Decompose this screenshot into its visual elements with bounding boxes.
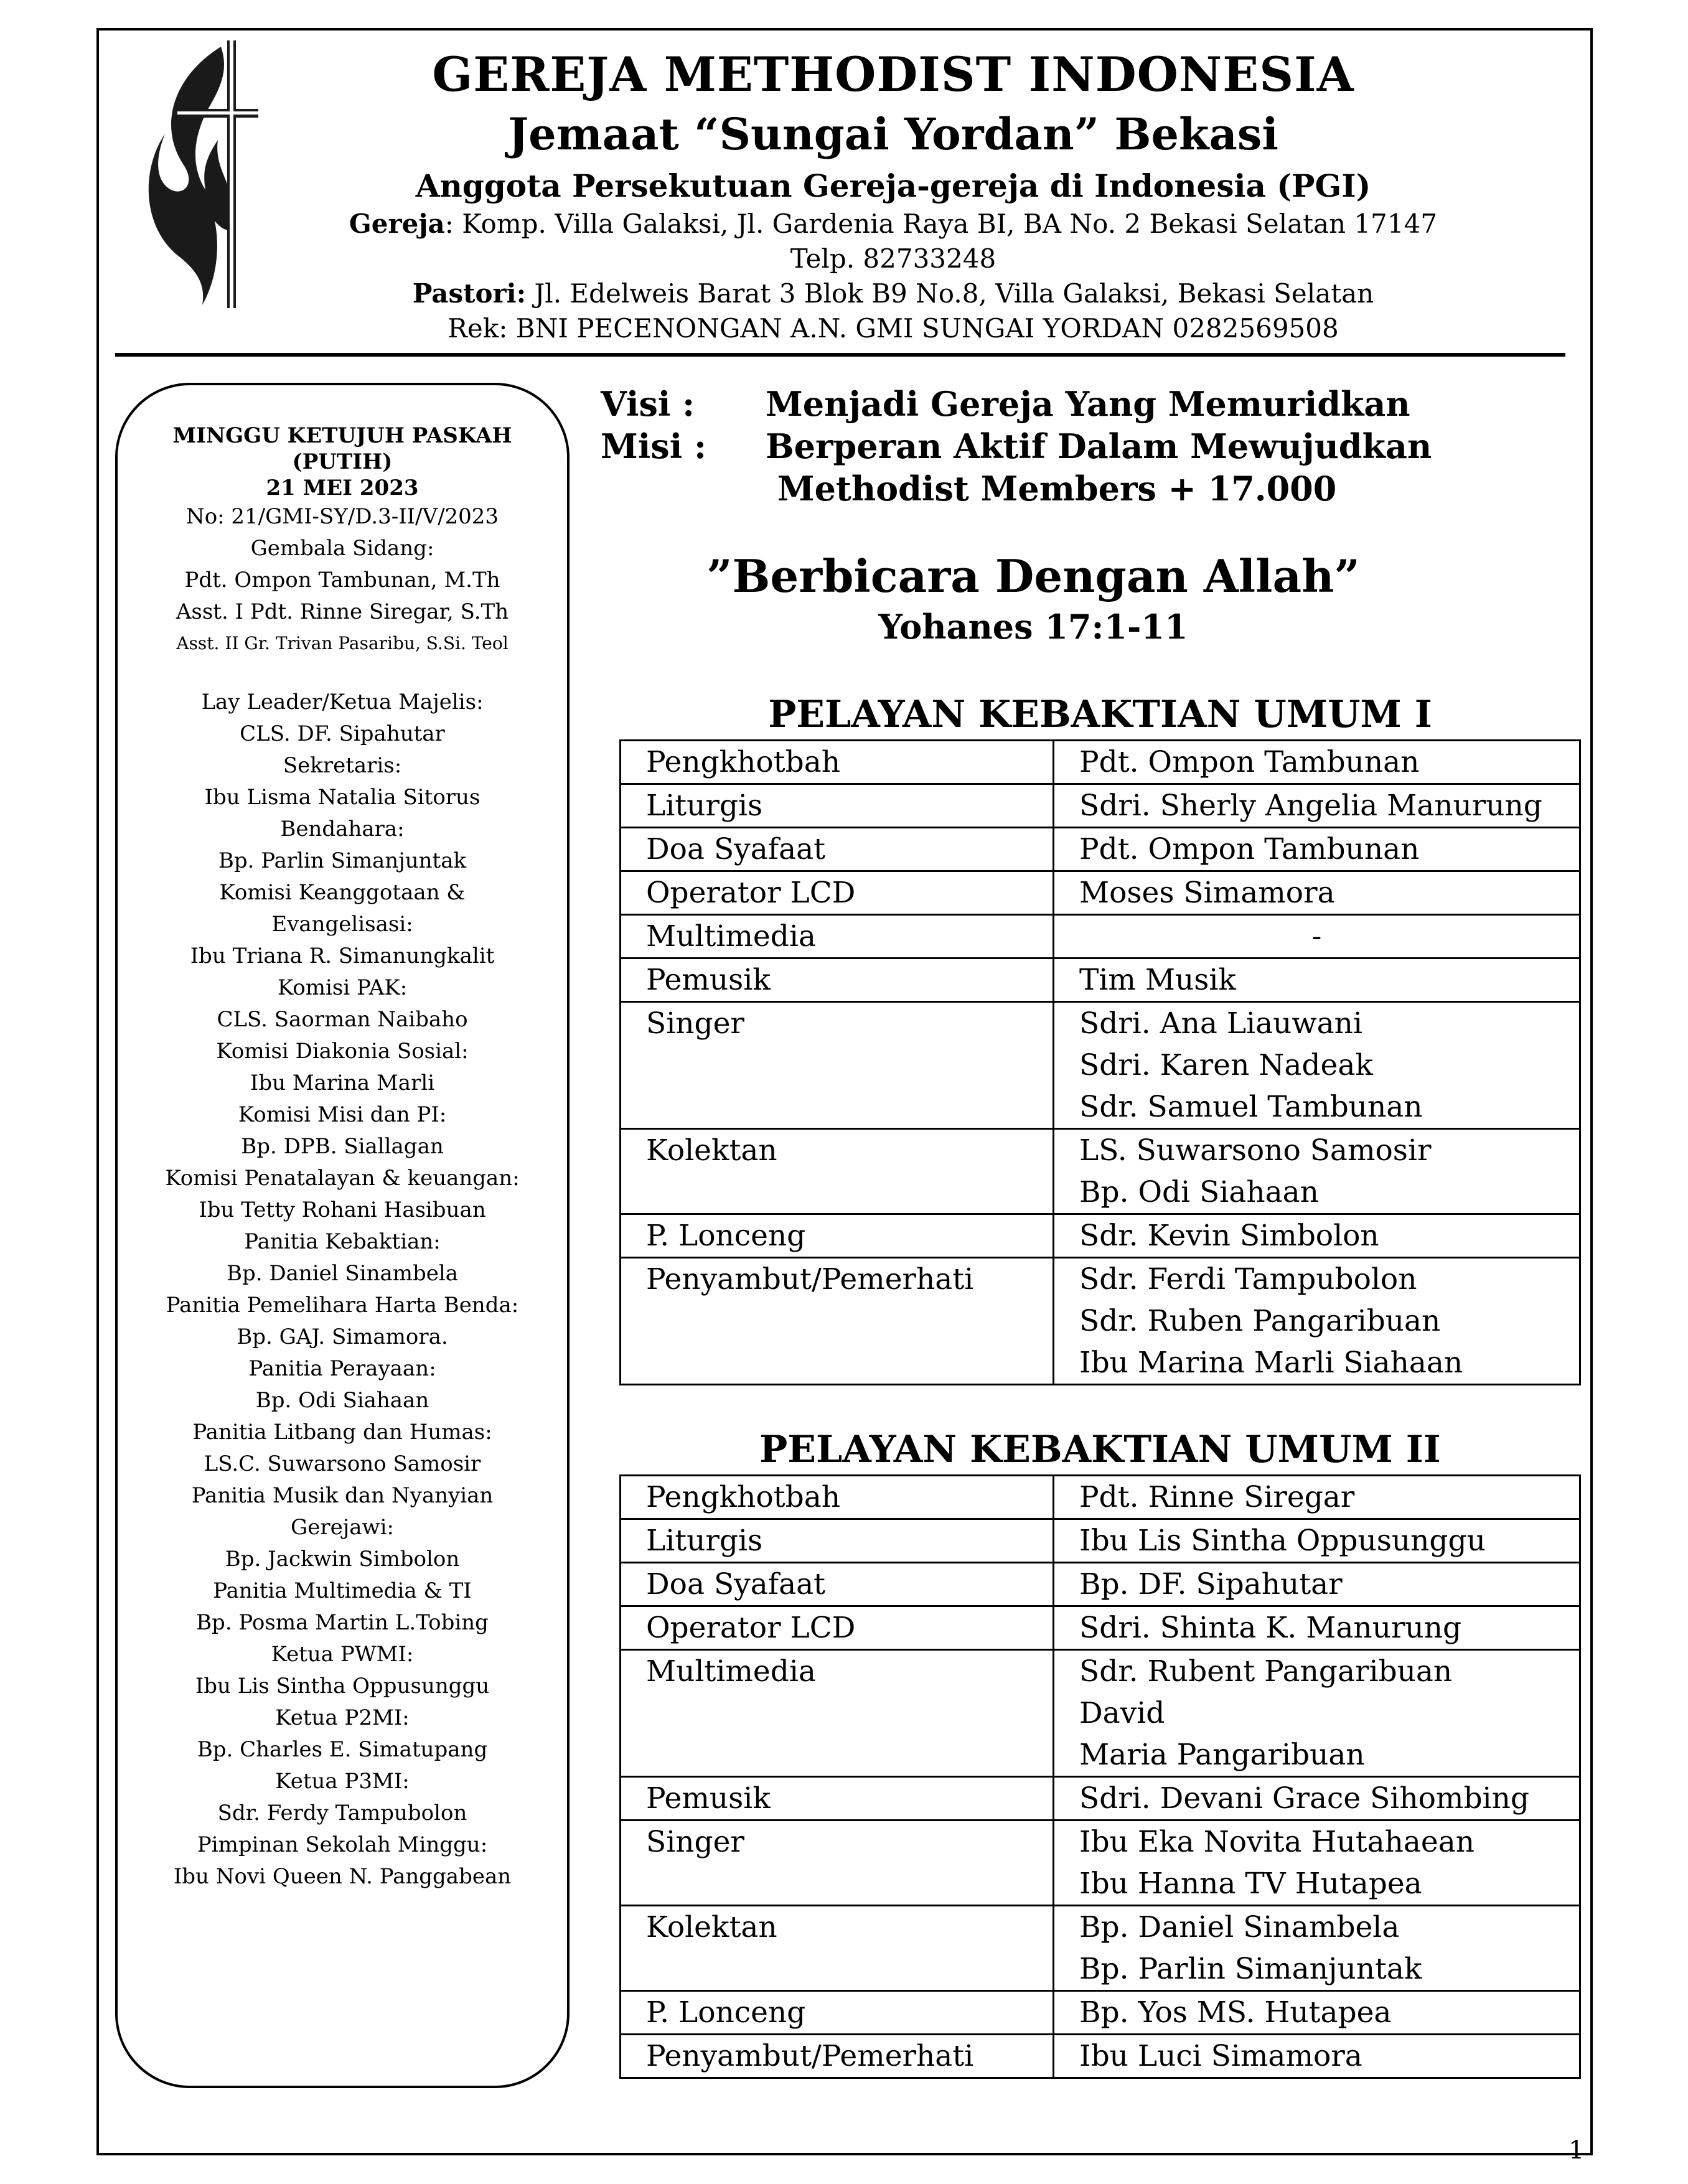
role-cell: P. Lonceng: [621, 1991, 1054, 2035]
people-cell: [1054, 1129, 1580, 1214]
misi-row-2: [601, 467, 1432, 510]
sidebar-officer-line: Komisi Keanggotaan &: [219, 880, 466, 905]
person-name: Bp. Yos MS. Hutapea: [1079, 1995, 1392, 2030]
sidebar-officer-line: Bp. Jackwin Simbolon: [225, 1547, 460, 1572]
page-number: 1: [1568, 2136, 1585, 2165]
person-name: Ibu Eka Novita Hutahaean: [1079, 1825, 1475, 1859]
role-cell: Kolektan: [621, 1906, 1054, 1991]
sidebar-officer-line: Bendahara:: [280, 817, 405, 841]
church-name: GEREJA METHODIST INDONESIA: [432, 47, 1354, 102]
sidebar-officer-line: Panitia Musik dan Nyanyian: [191, 1483, 494, 1508]
people-cell: [1054, 1991, 1580, 2035]
person-name: David: [1079, 1696, 1165, 1730]
sidebar-officer-line: Ibu Lis Sintha Oppusunggu: [195, 1674, 490, 1699]
person-name: Sdr. Kevin Simbolon: [1079, 1219, 1379, 1253]
sidebar-officer-line: Ibu Marina Marli: [250, 1071, 435, 1095]
table-row: [621, 1258, 1580, 1385]
sidebar-officer-line: Komisi Penatalayan & keuangan:: [165, 1166, 520, 1191]
sidebar-officer-line: Evangelisasi:: [271, 912, 413, 937]
sidebar-officer-line: Gerejawi:: [291, 1515, 394, 1540]
people-cell: [1054, 1258, 1580, 1385]
table-row: [621, 1129, 1580, 1214]
sidebar-officer-line: LS.C. Suwarsono Samosir: [204, 1451, 481, 1476]
role-cell: Doa Syafaat: [621, 1563, 1054, 1606]
letterhead: [261, 44, 1525, 346]
visi-label: Visi :: [601, 384, 695, 424]
person-name: Bp. Parlin Simanjuntak: [1079, 1952, 1422, 1986]
person-name: Moses Simamora: [1079, 876, 1335, 910]
person-name: Bp. Daniel Sinambela: [1079, 1910, 1400, 1944]
role-cell: Operator LCD: [621, 871, 1054, 915]
misi-indent: [601, 467, 766, 510]
sidebar-officer-line: Bp. Charles E. Simatupang: [197, 1737, 488, 1762]
sidebar-officer-line: Ibu Lisma Natalia Sitorus: [204, 785, 481, 810]
service1-table: [619, 739, 1581, 1385]
sidebar-asst1: Asst. I Pdt. Rinne Siregar, S.Th: [176, 599, 509, 624]
sidebar-officer-line: CLS. Saorman Naibaho: [217, 1007, 468, 1032]
person-name: Tim Musik: [1079, 963, 1236, 997]
role-cell: Kolektan: [621, 1129, 1054, 1214]
person-name: LS. Suwarsono Samosir: [1079, 1133, 1432, 1168]
sidebar-officer-line: Ketua P2MI:: [275, 1705, 410, 1730]
person-name: Ibu Luci Simamora: [1079, 2039, 1362, 2073]
misi-text-1: Berperan Aktif Dalam Mewujudkan: [766, 426, 1432, 466]
sidebar-pastor: Pdt. Ompon Tambunan, M.Th: [184, 568, 500, 593]
person-name: Ibu Lis Sintha Oppusunggu: [1079, 1524, 1486, 1558]
sidebar-officer-line: Sdr. Ferdy Tampubolon: [217, 1801, 467, 1825]
person-name: Sdr. Rubent Pangaribuan: [1079, 1654, 1453, 1689]
service2-title: PELAYAN KEBAKTIAN UMUM II: [759, 1428, 1441, 1471]
people-cell: [1054, 915, 1580, 958]
person-name: Bp. Odi Siahaan: [1079, 1175, 1319, 1209]
person-name: Sdr. Samuel Tambunan: [1079, 1090, 1423, 1124]
person-name: Pdt. Rinne Siregar: [1079, 1480, 1355, 1514]
table-row: [621, 1650, 1580, 1777]
person-name: Ibu Marina Marli Siahaan: [1079, 1346, 1463, 1380]
table-row: [621, 1777, 1580, 1821]
sidebar-officer-line: Komisi PAK:: [277, 975, 408, 1000]
people-cell: [1054, 871, 1580, 915]
role-cell: Singer: [621, 1002, 1054, 1129]
table-row: [621, 958, 1580, 1002]
sidebar-panel: [115, 383, 570, 2088]
people-cell: [1054, 828, 1580, 871]
table-row: [621, 871, 1580, 915]
table-row: [621, 1214, 1580, 1258]
role-cell: Liturgis: [621, 1519, 1054, 1563]
person-name: Pdt. Ompon Tambunan: [1079, 745, 1420, 779]
person-name: Sdr. Ruben Pangaribuan: [1079, 1304, 1441, 1338]
sidebar-spacer: [118, 659, 567, 687]
role-cell: Operator LCD: [621, 1606, 1054, 1650]
table-row: [621, 741, 1580, 784]
service2-table: [619, 1474, 1581, 2079]
person-name: Sdri. Karen Nadeak: [1079, 1048, 1373, 1082]
sidebar-officer-line: Komisi Misi dan PI:: [238, 1102, 447, 1127]
role-cell: Pengkhotbah: [621, 741, 1054, 784]
role-cell: Pengkhotbah: [621, 1476, 1054, 1519]
people-cell: [1054, 1906, 1580, 1991]
role-cell: Singer: [621, 1821, 1054, 1906]
sidebar-officer-line: Panitia Perayaan:: [248, 1356, 436, 1381]
pastori-address: Jl. Edelweis Barat 3 Blok B9 No.8, Villa Galaksi, Bekasi Selatan: [526, 278, 1374, 309]
misi-label: Misi :: [601, 426, 706, 466]
person-name: Sdri. Ana Liauwani: [1079, 1006, 1362, 1041]
sidebar-officer-line: Ketua P3MI:: [275, 1769, 410, 1794]
person-name: Sdri. Devani Grace Sihombing: [1079, 1781, 1529, 1816]
role-cell: Doa Syafaat: [621, 828, 1054, 871]
person-name: Maria Pangaribuan: [1079, 1738, 1365, 1772]
misi-text-2: Methodist Members + 17.000: [766, 469, 1337, 509]
people-cell: [1054, 741, 1580, 784]
table-row: [621, 915, 1580, 958]
people-cell: [1054, 1777, 1580, 1821]
sidebar-officer-line: CLS. DF. Sipahutar: [240, 721, 445, 746]
people-cell: [1054, 1650, 1580, 1777]
sidebar-officer-line: Sekretaris:: [283, 753, 402, 778]
sidebar-officer-line: Panitia Kebaktian:: [244, 1229, 441, 1254]
service1-title: PELAYAN KEBAKTIAN UMUM I: [768, 693, 1432, 736]
people-cell: [1054, 1476, 1580, 1519]
sidebar-officer-line: Bp. Posma Martin L.Tobing: [196, 1610, 489, 1635]
role-cell: Pemusik: [621, 1777, 1054, 1821]
people-cell: [1054, 784, 1580, 828]
vision-mission: [601, 383, 1432, 510]
sidebar-officer-line: Bp. Odi Siahaan: [255, 1388, 429, 1413]
sidebar-officer-line: Ketua PWMI:: [271, 1642, 414, 1667]
people-cell: [1054, 1519, 1580, 1563]
role-cell: Penyambut/Pemerhati: [621, 1258, 1054, 1385]
table-row: [621, 1606, 1580, 1650]
sidebar-officer-line: Ibu Novi Queen N. Panggabean: [173, 1864, 512, 1889]
table-row: [621, 1563, 1580, 1606]
cross-and-flame-logo: [146, 40, 258, 308]
sermon-theme: [622, 548, 1444, 649]
visi-text: Menjadi Gereja Yang Memuridkan: [766, 384, 1410, 424]
role-cell: P. Lonceng: [621, 1214, 1054, 1258]
church-address-line: [261, 207, 1525, 241]
membership-line: Anggota Persekutuan Gereja-gereja di Indonesia (PGI): [415, 167, 1371, 204]
people-cell: [1054, 1606, 1580, 1650]
congregation-name: Jemaat “Sungai Yordan” Bekasi: [508, 108, 1278, 160]
sidebar-pastor-label: Gembala Sidang:: [250, 536, 434, 561]
table-row: [621, 1906, 1580, 1991]
table-row: [621, 1821, 1580, 1906]
people-cell: [1054, 1002, 1580, 1129]
people-cell: [1054, 1821, 1580, 1906]
sidebar-asst2: Asst. II Gr. Trivan Pasaribu, S.Si. Teol: [176, 633, 509, 654]
people-cell: [1054, 958, 1580, 1002]
person-name: -: [1311, 919, 1322, 954]
sidebar-officer-line: Panitia Pemelihara Harta Benda:: [166, 1293, 519, 1318]
phone-line: Telp. 82733248: [790, 243, 996, 274]
sidebar-officer-line: Panitia Multimedia & TI: [213, 1578, 472, 1603]
pastori-address-line: [261, 276, 1525, 311]
table-row: [621, 828, 1580, 871]
role-cell: Multimedia: [621, 915, 1054, 958]
header-divider: [115, 353, 1565, 357]
sidebar-number: No: 21/GMI-SY/D.3-II/V/2023: [185, 504, 499, 529]
table-row: [621, 2035, 1580, 2078]
person-name: Sdri. Shinta K. Manurung: [1079, 1611, 1462, 1645]
table-row: [621, 1991, 1580, 2035]
person-name: Sdr. Ferdi Tampubolon: [1079, 1262, 1417, 1296]
sidebar-officer-line: Bp. Daniel Sinambela: [226, 1261, 459, 1286]
sidebar-officer-line: Bp. GAJ. Simamora.: [237, 1324, 448, 1349]
person-name: Sdri. Sherly Angelia Manurung: [1079, 789, 1542, 823]
sidebar-color: (PUTIH): [292, 449, 393, 474]
sidebar-officer-line: Komisi Diakonia Sosial:: [216, 1039, 469, 1064]
role-cell: Multimedia: [621, 1650, 1054, 1777]
person-name: Bp. DF. Sipahutar: [1079, 1567, 1343, 1601]
sermon-reference: Yohanes 17:1-11: [878, 607, 1188, 647]
misi-row: [601, 425, 1432, 467]
table-row: [621, 784, 1580, 828]
sermon-title: ”Berbicara Dengan Allah”: [706, 550, 1360, 602]
church-address: : Komp. Villa Galaksi, Jl. Gardenia Raya BI, BA No. 2 Bekasi Selatan 17147: [444, 209, 1438, 239]
sidebar-officer-line: Panitia Litbang dan Humas:: [192, 1420, 492, 1445]
sidebar-officers-list: [118, 687, 567, 1893]
table-row: [621, 1519, 1580, 1563]
people-cell: [1054, 2035, 1580, 2078]
person-name: Ibu Hanna TV Hutapea: [1079, 1867, 1422, 1901]
visi-row: [601, 383, 1432, 425]
role-cell: Penyambut/Pemerhati: [621, 2035, 1054, 2078]
role-cell: Liturgis: [621, 784, 1054, 828]
church-label: Gereja: [349, 209, 445, 239]
table-row: [621, 1002, 1580, 1129]
people-cell: [1054, 1563, 1580, 1606]
pastori-label: Pastori:: [412, 278, 527, 309]
bank-account-line: Rek: BNI PECENONGAN A.N. GMI SUNGAI YORDAN 0282569508: [448, 313, 1339, 344]
sidebar-officer-line: Pimpinan Sekolah Minggu:: [197, 1832, 488, 1857]
sidebar-officer-line: Bp. Parlin Simanjuntak: [218, 848, 467, 873]
sidebar-week: MINGGU KETUJUH PASKAH: [172, 423, 512, 448]
sidebar-officer-line: Lay Leader/Ketua Majelis:: [201, 690, 484, 715]
table-row: [621, 1476, 1580, 1519]
sidebar-officer-line: Ibu Triana R. Simanungkalit: [190, 944, 495, 968]
sidebar-date: 21 MEI 2023: [266, 476, 419, 500]
role-cell: Pemusik: [621, 958, 1054, 1002]
people-cell: [1054, 1214, 1580, 1258]
sidebar-officer-line: Ibu Tetty Rohani Hasibuan: [199, 1197, 486, 1222]
person-name: Pdt. Ompon Tambunan: [1079, 832, 1420, 866]
sidebar-officer-line: Bp. DPB. Siallagan: [241, 1134, 444, 1159]
